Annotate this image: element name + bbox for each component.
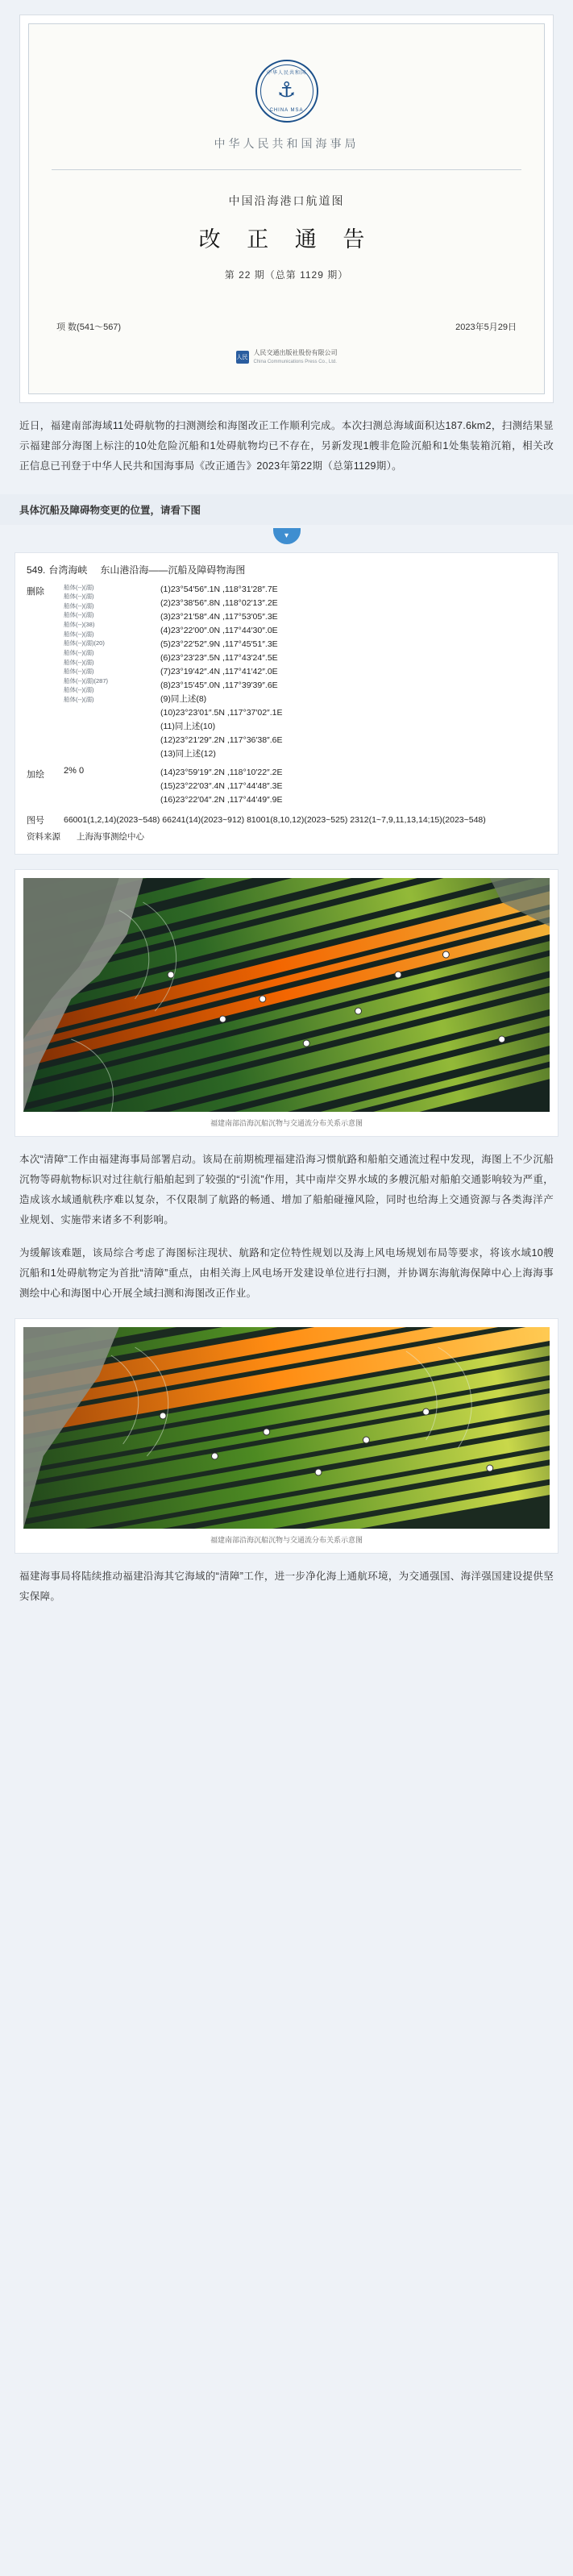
sonar-map-image <box>23 878 550 1112</box>
document-page <box>0 15 573 1623</box>
entry-region: 台湾海峡 <box>48 564 88 576</box>
list-item: (2)23°38′56″.8N ,118°02′13″.2E <box>160 597 278 608</box>
cover-meta <box>52 320 521 333</box>
add-label: 加绘 <box>27 769 44 780</box>
list-item: 船体(--)(溺)(287) <box>64 676 108 685</box>
list-item: 船体(--)(溺) <box>64 696 94 703</box>
sonar-svg <box>23 878 550 1112</box>
chart-correction-title <box>27 563 546 576</box>
list-item: (9)同上述(8) <box>160 693 207 704</box>
list-item: 船体(--)(溺) <box>64 668 94 676</box>
intro-paragraph: 近日，福建南部海域11处碍航物的扫测测绘和海图改正工作顺利完成。本次扫测总海域面积达187.6km2，扫测结果显示福建部分海图上标注的10处危险沉船和1处碍航物均已不存在，另新发现1艘非危险沉船和1处集装箱沉箱，相关改正信息已刊登于中华人民共和国海事局《改正通告》2023年第22期（总第1129期）。 <box>19 419 554 472</box>
sonar-art <box>23 878 550 1112</box>
china-msa-seal-icon <box>255 60 318 123</box>
list-item: 船体(--)(溺) <box>64 658 94 666</box>
delete-coordinate-list <box>160 583 546 761</box>
section-band: 具体沉船及障碍物变更的位置，请看下图 <box>0 494 573 525</box>
cover-divider <box>52 169 521 170</box>
seal-bottom-text: CHINA MSA <box>269 108 304 113</box>
list-item: (13)同上述(12) <box>160 748 216 759</box>
list-item: (10)23°23′01″.5N ,117°37′02″.1E <box>160 707 283 718</box>
add-symbol-value: 2% 0 <box>64 765 85 776</box>
list-item: 船体(--)(溺) <box>64 611 94 619</box>
body-paragraph-1: 本次“清障”工作由福建海事局部署启动。该局在前期梳理福建沿海习惯航路和船舶交通流过程中发现，海图上不少沉船沉物等碍航物标识对过往航行船舶起到了较强的“引流”作用，其中南岸交界水域的多艘沉船对船舶交通影响较为严重，造成该水域通航秩序难以复杂，不仅限制了航路的畅通、增加了船舶碰撞风险，同时也给海上交通资源与各类海洋产业规划、实施带来诸多不利影响。 <box>19 1154 554 1226</box>
list-item: 船体(--)(溺)(20) <box>64 639 105 647</box>
publisher-name-cn: 人民交通出版社股份有限公司 <box>253 349 338 356</box>
body-paragraph-2: 为缓解该难题，该局综合考虑了海图标注现状、航路和定位特性规划以及海上风电场规划布局等要求，将该水域10艘沉船和1处碍航物定为首批“清障”重点，由相关海上风电场开发建设单位进行扫测，并协调东海航海保障中心上海海事测绘中心和海图中心开展全域扫测和海图改正作业。 <box>19 1247 554 1300</box>
cover-date: 2023年5月29日 <box>455 323 517 332</box>
chevron-wrap <box>0 530 573 544</box>
list-item: 船体(--)(溺) <box>64 601 94 610</box>
chart-correction-block <box>15 552 558 855</box>
anchor-icon: ⚓ <box>276 77 297 102</box>
body-paragraph-3: 福建海事局将陆续推动福建沿海其它海域的“清障”工作，进一步净化海上通航环境，为交通强国、海洋强国建设提供坚实保障。 <box>19 1571 554 1603</box>
sonar-art-2 <box>23 1327 550 1529</box>
delete-label: 删除 <box>27 586 44 597</box>
list-item: (6)23°23′23″.5N ,117°43′24″.5E <box>160 652 278 663</box>
delete-group <box>27 583 546 761</box>
publisher-block <box>236 349 338 366</box>
figure-2-caption: 福建南部沿海沉船沉物与交通流分布关系示意图 <box>210 1536 363 1545</box>
sonar-svg-2 <box>23 1327 550 1529</box>
list-item: (8)23°15′45″.0N ,117°39′39″.6E <box>160 680 278 690</box>
list-item: 船体(--)(溺) <box>64 593 94 601</box>
cover-issue-number: 第 22 期（总第 1129 期） <box>224 269 349 281</box>
entry-number: 549. <box>27 564 46 576</box>
cover-title: 改 正 通 告 <box>198 227 375 252</box>
figure-1 <box>15 869 558 1137</box>
cover-items-count: 项 数(541～567) <box>56 323 122 332</box>
source-row <box>27 830 546 843</box>
list-item: 船体(--)(溺) <box>64 630 94 638</box>
publisher-logo-icon: 人民 <box>236 351 249 364</box>
list-item: (12)23°21′29″.2N ,117°36′38″.6E <box>160 735 283 745</box>
list-item: (15)23°22′03″.4N ,117°44′48″.3E <box>160 780 283 791</box>
chart-number-label: 图号 <box>27 815 44 826</box>
add-group <box>27 766 546 807</box>
list-item: (16)23°22′04″.2N ,117°44′49″.9E <box>160 794 283 805</box>
list-item: (7)23°19′42″.4N ,117°41′42″.0E <box>160 666 278 676</box>
chart-number-row <box>27 814 546 828</box>
list-item: (14)23°59′19″.2N ,118°10′22″.2E <box>160 767 283 777</box>
list-item: 船体(--)(溺) <box>64 648 94 656</box>
list-item: (5)23°22′52″.9N ,117°45′51″.3E <box>160 639 278 649</box>
figure-1-caption: 福建南部沿海沉船沉物与交通流分布关系示意图 <box>210 1119 363 1128</box>
list-item: (11)同上述(10) <box>160 721 216 731</box>
source-label: 资料来源 <box>27 832 60 843</box>
list-item: 船体(--)(溺) <box>64 583 94 591</box>
entry-subject: 东山港沿海——沉船及障碍物海图 <box>100 564 246 576</box>
chevron-down-icon: ▾ <box>273 528 301 544</box>
add-coordinate-list <box>160 766 546 807</box>
delete-symbol-list <box>64 583 160 761</box>
list-item: 船体(--)(38) <box>64 621 95 628</box>
seal-top-text: 中华人民共和国 <box>266 71 306 76</box>
chart-number-value: 66001(1,2,14)(2023~548) 66241(14)(2023~912) 81001(8,10,12)(2023~525) 2312(1~7,9,11,13,14;15)(2023~548) <box>64 814 486 825</box>
organization-name: 中华人民共和国海事局 <box>214 138 359 151</box>
list-item: (4)23°22′00″.0N ,117°44′30″.0E <box>160 625 278 635</box>
publisher-name-en: China Communications Press Co., Ltd. <box>253 360 337 364</box>
figure-2 <box>15 1318 558 1554</box>
cover-subtitle: 中国沿海港口航道图 <box>228 194 345 207</box>
source-value: 上海海事测绘中心 <box>77 832 144 843</box>
list-item: (3)23°21′58″.4N ,117°53′05″.3E <box>160 611 278 622</box>
list-item: (1)23°54′56″.1N ,118°31′28″.7E <box>160 584 278 594</box>
notice-cover-card <box>19 15 554 403</box>
notice-cover <box>28 23 545 394</box>
sonar-map-image-2 <box>23 1327 550 1529</box>
list-item: 船体(--)(溺) <box>64 686 94 694</box>
